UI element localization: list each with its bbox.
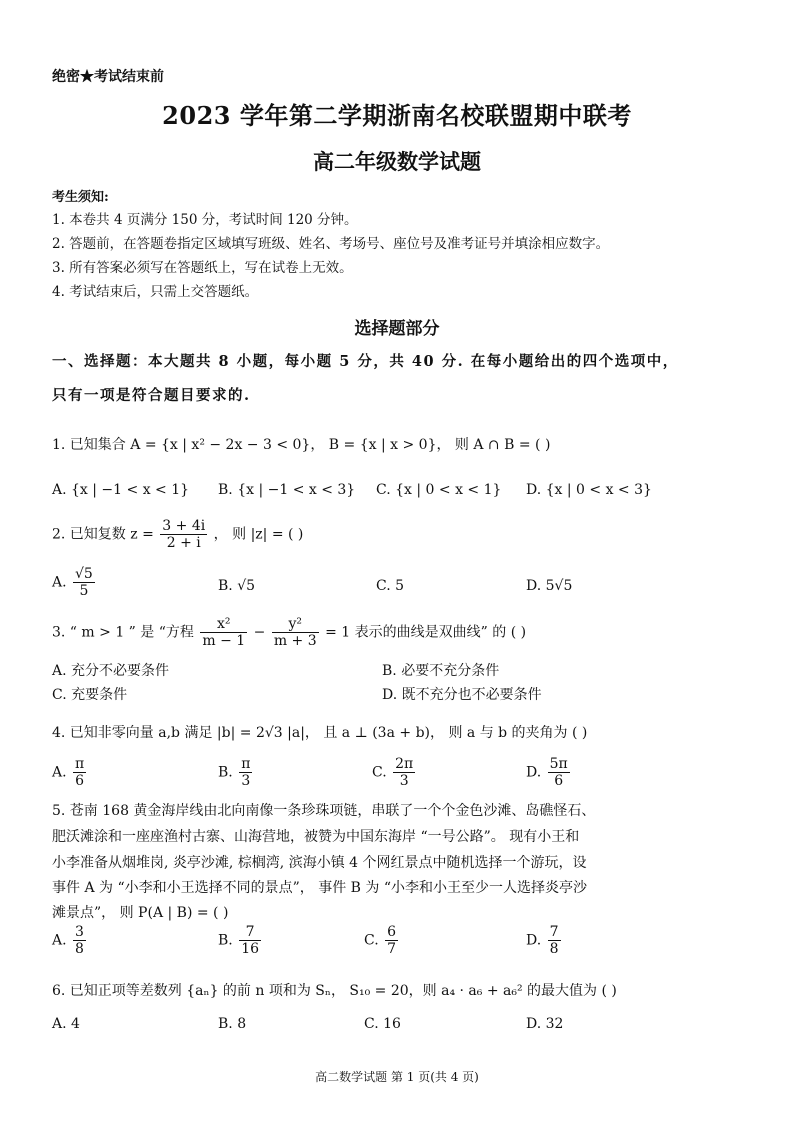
option-fraction	[548, 924, 561, 957]
option-label: A.	[52, 574, 67, 591]
q3-prefix: 3. “ m > 1 ” 是 “方程	[52, 624, 194, 641]
question-1-stem: 1. 已知集合 A = {x | x² − 2x − 3 < 0}， B = {x | x > 0}， 则 A ∩ B = ( )	[52, 437, 551, 453]
q3-denominator-2: m + 3	[273, 633, 317, 650]
question-4-option-b	[218, 756, 254, 789]
question-3-stem	[52, 616, 526, 649]
question-1-option-b: B. {x | −1 < x < 3}	[218, 482, 356, 498]
option-denominator: 8	[549, 941, 559, 958]
option-denominator: 7	[387, 941, 397, 958]
question-6-stem: 6. 已知正项等差数列 {aₙ} 的前 n 项和为 Sₙ， S₁₀ = 20，则 a₄ · a₆ + a₆² 的最大值为 ( )	[52, 983, 617, 999]
question-6-option-a: A. 4	[52, 1016, 80, 1032]
option-denominator: 16	[241, 941, 260, 958]
q3-denominator-1: m − 1	[202, 633, 246, 650]
question-2-option-a	[52, 566, 97, 599]
notice-item: 4. 考试结束后，只需上交答题纸。	[52, 284, 259, 300]
question-6-option-b: B. 8	[218, 1016, 247, 1032]
option-numerator: 7	[239, 924, 261, 941]
q2-fraction	[160, 518, 207, 551]
option-fraction	[385, 924, 398, 957]
option-label: A.	[52, 932, 67, 949]
question-6-option-d: D. 32	[526, 1016, 564, 1032]
q3-fraction-1	[200, 616, 247, 649]
option-numerator: π	[241, 756, 251, 772]
q3-numerator-1: x²	[200, 616, 247, 633]
option-label: B.	[218, 932, 233, 949]
option-fraction	[393, 756, 415, 789]
question-2-option-d: D. 5√5	[526, 578, 573, 594]
option-numerator: π	[75, 756, 85, 772]
option-label: D.	[526, 764, 542, 781]
q3-suffix: = 1 表示的曲线是双曲线” 的 ( )	[325, 624, 527, 641]
question-5-option-c	[364, 924, 400, 957]
question-5-line: 肥沃滩涂和一座座渔村古寨、山海营地，被赞为中国东海岸 “一号公路”。 现有小王和	[52, 829, 580, 845]
question-1-option-c: C. {x | 0 < x < 1}	[376, 482, 502, 498]
option-label: D.	[526, 932, 542, 949]
question-6-option-c: C. 16	[364, 1016, 401, 1032]
option-fraction	[73, 924, 86, 957]
question-1-option-a: A. {x | −1 < x < 1}	[52, 482, 190, 498]
option-denominator: 3	[241, 773, 251, 790]
q2-suffix: ， 则 |z| = ( )	[213, 526, 304, 543]
option-fraction	[73, 756, 86, 789]
option-denominator: 6	[75, 773, 85, 790]
option-denominator: 3	[399, 773, 409, 790]
q3-fraction-2	[272, 616, 319, 649]
notice-heading: 考生须知:	[52, 190, 109, 205]
question-3-option-a: A. 充分不必要条件	[52, 663, 170, 679]
question-5-line: 事件 A 为 “小李和小王选择不同的景点”， 事件 B 为 “小李和小王至少一人选择炎亭沙	[52, 880, 588, 896]
page-footer: 高二数学试题 第 1 页(共 4 页)	[315, 1070, 479, 1084]
option-label: B.	[218, 764, 233, 781]
question-4-option-c	[372, 756, 417, 789]
option-fraction	[239, 756, 252, 789]
option-numerator: 7	[549, 924, 559, 940]
q2-numerator: 3 + 4i	[162, 518, 206, 534]
option-label: C.	[372, 764, 387, 781]
question-1-option-d: D. {x | 0 < x < 3}	[526, 482, 652, 498]
question-5-line: 小李准备从烟堆岗, 炎亭沙滩, 棕榈湾, 滨海小镇 4 个网红景点中随机选择一个游玩，设	[52, 855, 587, 871]
question-3-option-c: C. 充要条件	[52, 687, 128, 703]
question-2-option-c: C. 5	[376, 578, 405, 594]
notice-item: 1. 本卷共 4 页满分 150 分，考试时间 120 分钟。	[52, 212, 358, 228]
q3-minus: −	[253, 624, 266, 641]
q2-prefix: 2. 已知复数 z =	[52, 526, 154, 543]
option-numerator: 6	[387, 924, 397, 940]
option-label: C.	[364, 932, 379, 949]
question-5-option-d	[526, 924, 563, 957]
option-denominator: 5	[79, 583, 89, 600]
section-instruction: 只有一项是符合题目要求的.	[52, 387, 251, 404]
question-5-line: 滩景点”， 则 P(A | B) = ( )	[52, 905, 229, 921]
exam-subtitle: 高二年级数学试题	[313, 149, 481, 174]
question-5-option-b	[218, 924, 263, 957]
option-denominator: 8	[75, 941, 84, 958]
option-label: A.	[52, 764, 67, 781]
notice-item: 3. 所有答案必须写在答题纸上，写在试卷上无效。	[52, 260, 353, 276]
exam-title: 2023 学年第二学期浙南名校联盟期中联考	[162, 101, 632, 130]
option-numerator: 3	[75, 924, 84, 940]
option-numerator: √5	[75, 566, 93, 582]
question-4-option-a	[52, 756, 88, 789]
q3-numerator-2: y²	[272, 616, 319, 633]
option-fraction	[548, 756, 570, 789]
question-3-option-b: B. 必要不充分条件	[382, 663, 500, 679]
option-denominator: 6	[554, 773, 564, 790]
question-5-line: 5. 苍南 168 黄金海岸线由北向南像一条珍珠项链，串联了一个个金色沙滩、岛礁怪石、	[52, 803, 596, 819]
option-fraction	[239, 924, 261, 957]
question-4-stem: 4. 已知非零向量 a,b 满足 |b| = 2√3 |a|， 且 a ⊥ (3a + b)， 则 a 与 b 的夹角为 ( )	[52, 725, 588, 741]
section-title: 选择题部分	[354, 319, 440, 339]
section-instruction: 一、选择题：本大题共 8 小题，每小题 5 分，共 40 分. 在每小题给出的四个选项中，	[52, 353, 679, 370]
notice-item: 2. 答题前，在答题卷指定区域填写班级、姓名、考场号、座位号及准考证号并填涂相应数字。	[52, 236, 610, 252]
question-5-option-a	[52, 924, 88, 957]
option-numerator: 2π	[395, 756, 414, 772]
question-2-stem	[52, 518, 303, 551]
confidential-mark: 绝密★考试结束前	[52, 69, 164, 85]
question-4-option-d	[526, 756, 572, 789]
option-numerator: 5π	[549, 756, 568, 772]
q2-denominator: 2 + i	[166, 535, 201, 552]
option-fraction	[73, 566, 95, 599]
question-3-option-d: D. 既不充分也不必要条件	[382, 687, 542, 703]
question-2-option-b: B. √5	[218, 578, 256, 594]
